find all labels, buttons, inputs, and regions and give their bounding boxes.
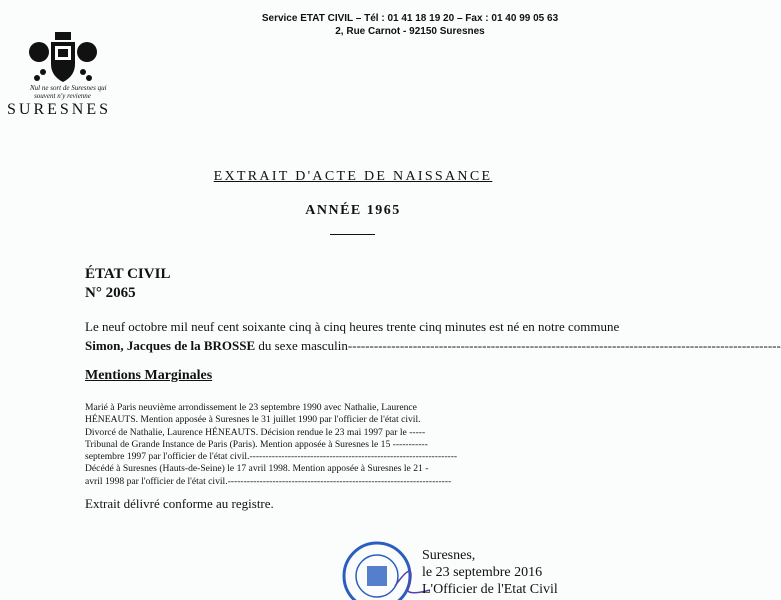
divider bbox=[330, 234, 375, 235]
header-line-1: Service ETAT CIVIL – Tél : 01 41 18 19 20 – Fax : 01 40 99 05 63 bbox=[261, 13, 559, 24]
document-title: EXTRAIT D'ACTE DE NAISSANCE bbox=[213, 169, 493, 184]
document-year: ANNÉE 1965 bbox=[305, 203, 401, 218]
signature-block bbox=[422, 547, 558, 598]
motto-line-2: souvent n'y revienne bbox=[34, 92, 91, 100]
mention-line: avril 1998 par l'officier de l'état civil.---------------------------------------------------------------------- bbox=[85, 475, 452, 487]
closing-text: Extrait délivré conforme au registre. bbox=[85, 496, 274, 511]
logo-name: SURESNES bbox=[7, 101, 112, 118]
person-name: Simon, Jacques de la BROSSE bbox=[85, 338, 256, 353]
coat-of-arms-icon bbox=[25, 30, 100, 88]
record-number: N° 2065 bbox=[85, 285, 136, 301]
section-title: ÉTAT CIVIL bbox=[85, 266, 171, 282]
mention-line: Divorcé de Nathalie, Laurence HÉNEAUTS. Décision rendue le 23 mai 1997 par le ----- bbox=[85, 426, 426, 438]
body-line-2: du sexe masculin---------------------------------------------------------------------------------------------------- bbox=[258, 338, 781, 353]
motto-line-1: Nul ne sort de Suresnes qui bbox=[30, 84, 107, 92]
mention-line: septembre 1997 par l'officier de l'état civil.----------------------------------------------------------------- bbox=[85, 451, 458, 463]
signature-date: le 23 septembre 2016 bbox=[422, 565, 543, 580]
body-line-1: Le neuf octobre mil neuf cent soixante cinq à cinq heures trente cinq minutes est né en notre commune bbox=[85, 319, 620, 334]
signature-role: L'Officier de l'Etat Civil bbox=[422, 582, 558, 597]
mention-line: HÉNEAUTS. Mention apposée à Suresnes le 31 juillet 1990 par l'officier de l'état civil. bbox=[85, 414, 421, 426]
motto bbox=[30, 84, 107, 100]
mentions-list bbox=[85, 402, 458, 488]
mention-line: Marié à Paris neuvième arrondissement le 23 septembre 1990 avec Nathalie, Laurence bbox=[85, 402, 417, 413]
mention-line: Tribunal de Grande Instance de Paris (Paris). Mention apposée à Suresnes le 15 ----------- bbox=[85, 438, 428, 450]
signature-place: Suresnes, bbox=[422, 548, 476, 563]
mention-line: Décédé à Suresnes (Hauts-de-Seine) le 17 avril 1998. Mention apposée à Suresnes le 21 - bbox=[85, 463, 429, 475]
header-line-2: 2, Rue Carnot - 92150 Suresnes bbox=[335, 26, 485, 37]
mentions-title: Mentions Marginales bbox=[85, 368, 213, 383]
